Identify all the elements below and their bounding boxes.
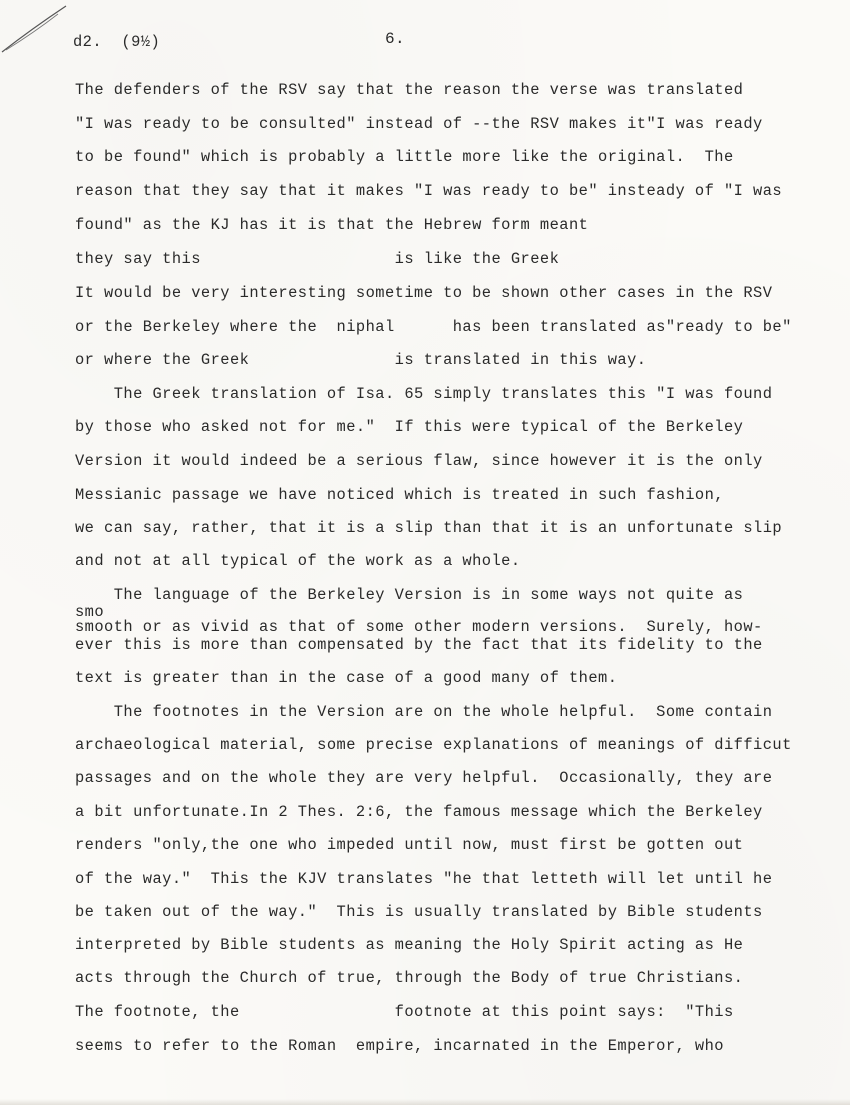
text-line: seems to refer to the Roman empire, incarnated in the Emperor, who <box>75 1037 724 1055</box>
text-line: we can say, rather, that it is a slip than that it is an unfortunate slip <box>75 519 783 537</box>
text-line: or where the Greek is translated in this way. <box>75 351 647 369</box>
text-line: The defenders of the RSV say that the reason the verse was translated <box>75 81 744 99</box>
text-line: The language of the Berkeley Version is in some ways not quite as <box>75 586 744 604</box>
text-line: of the way." This the KJV translates "he that letteth will let until he <box>75 870 773 888</box>
text-line: renders "only,the one who impeded until now, must first be gotten out <box>75 836 744 854</box>
text-line: a bit unfortunate.In 2 Thes. 2:6, the famous message which the Berkeley <box>75 803 763 821</box>
text-line: ever this is more than compensated by the fact that its fidelity to the <box>75 636 763 654</box>
text-line: be taken out of the way." This is usually translated by Bible students <box>75 903 763 921</box>
text-line: to be found" which is probably a little more like the original. The <box>75 148 734 166</box>
text-line: found" as the KJ has it is that the Hebrew form meant <box>75 216 589 234</box>
text-line: Version it would indeed be a serious flaw, since however it is the only <box>75 452 763 470</box>
pen-stroke-mark <box>0 0 70 60</box>
text-line: and not at all typical of the work as a whole. <box>75 552 521 570</box>
text-line: text is greater than in the case of a good many of them. <box>75 669 618 687</box>
text-line: smooth or as vivid as that of some other modern versions. Surely, how- <box>75 618 763 636</box>
folio-label: d2. (9½) <box>73 33 161 51</box>
page-number: 6. <box>385 30 406 48</box>
text-line: "I was ready to be consulted" instead of --the RSV makes it"I was ready <box>75 115 763 133</box>
text-line: reason that they say that it makes "I was ready to be" insteady of "I was <box>75 182 783 200</box>
text-line: by those who asked not for me." If this were typical of the Berkeley <box>75 418 744 436</box>
text-line: The footnotes in the Version are on the whole helpful. Some contain <box>75 703 773 721</box>
text-line: The Greek translation of Isa. 65 simply translates this "I was found <box>75 385 773 403</box>
struck-fragment: smo <box>75 603 105 621</box>
text-line: passages and on the whole they are very helpful. Occasionally, they are <box>75 769 773 787</box>
text-line: they say this is like the Greek <box>75 250 560 268</box>
text-line: acts through the Church of true, through the Body of true Christians. <box>75 969 744 987</box>
text-line: The footnote, the footnote at this point says: "This <box>75 1003 734 1021</box>
text-line: or the Berkeley where the niphal has been translated as"ready to be" <box>75 318 792 336</box>
page-bottom-edge <box>0 1099 850 1105</box>
text-line: Messianic passage we have noticed which is treated in such fashion, <box>75 486 724 504</box>
text-line: interpreted by Bible students as meaning the Holy Spirit acting as He <box>75 936 744 954</box>
text-line: archaeological material, some precise explanations of meanings of difficut <box>75 736 792 754</box>
text-line: It would be very interesting sometime to be shown other cases in the RSV <box>75 284 773 302</box>
